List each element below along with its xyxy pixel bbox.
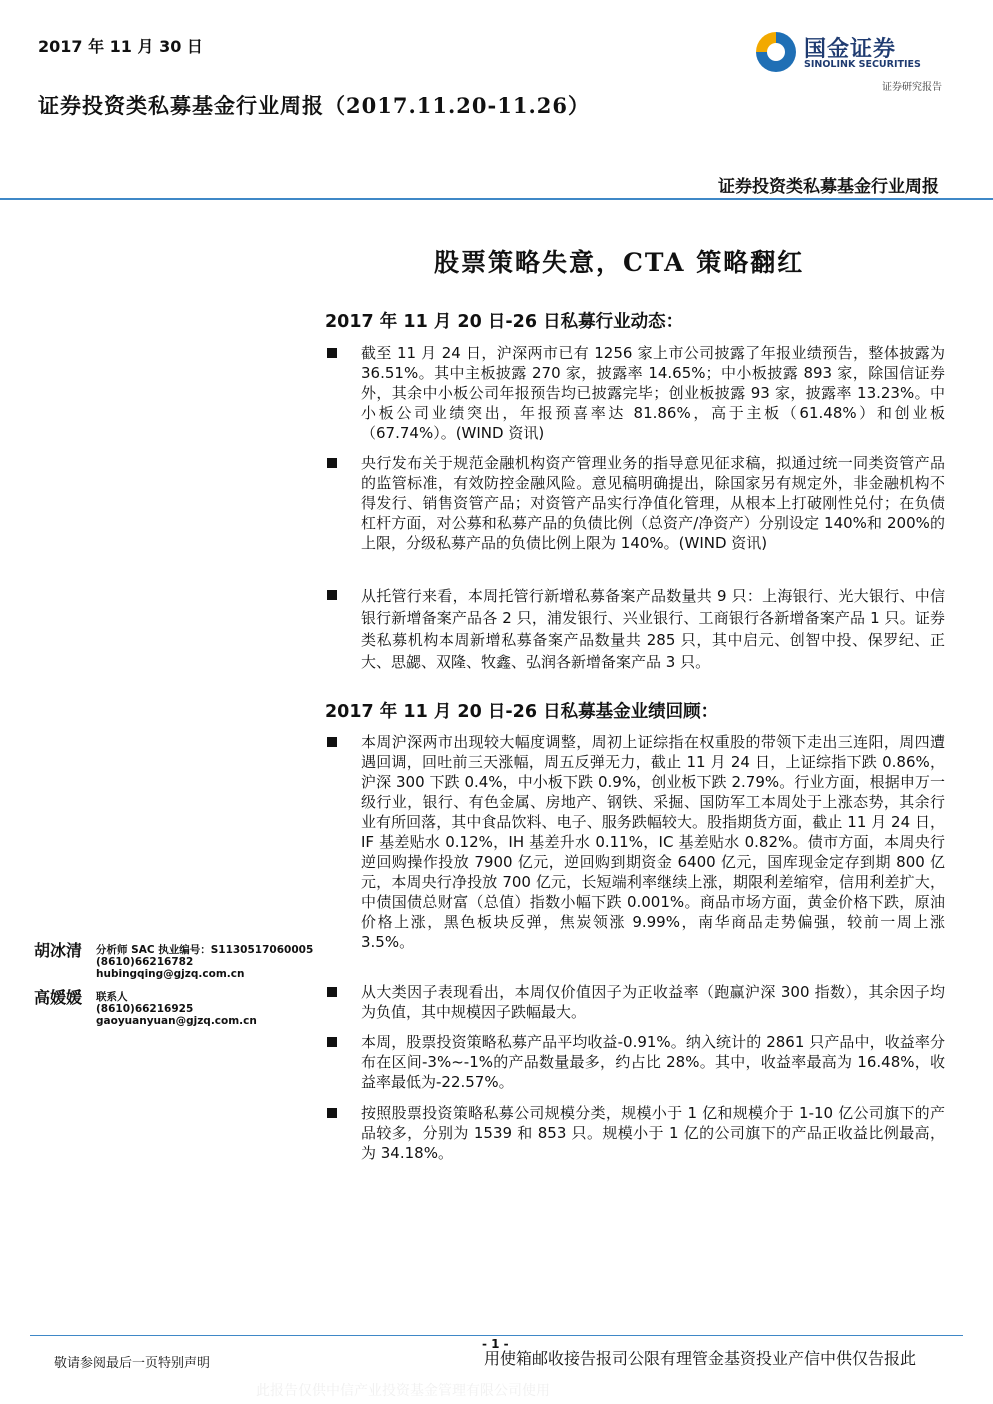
analyst-email[interactable]: gaoyuanyuan@gjzq.com.cn [96, 1015, 257, 1027]
list-item-text: 从托管行来看，本周托管行新增私募备案产品数量共 9 只：上海银行、光大银行、中信银行新增备案产品各 2 只，浦发银行、兴业银行、工商银行各新增备案产品 1 只。证券类私募机构本周新增私募备案产品数量共 285 只，其中启元、创智中投、保罗纪、正大、思勰、双隆、牧鑫、弘润各新增备案产品 3 只。 [361, 587, 945, 671]
analyst-info [96, 944, 313, 980]
footer-divider [30, 1335, 963, 1336]
logo-name-cn: 国金证券 [804, 37, 897, 62]
bullet-icon [327, 1037, 337, 1047]
company-logo [756, 32, 946, 93]
bullet-icon [327, 737, 337, 747]
headline: 股票策略失意，CTA 策略翻红 [434, 248, 805, 277]
list-item-text: 截至 11 月 24 日，沪深两市已有 1256 家上市公司披露了年报业绩预告，整体披露为 36.51%。其中主板披露 270 家，披露率 14.65%；中小板披露 893 家，除国信证券外，其余中小板公司年报预告均已披露完毕；创业板披露 93 家，披露率 13.23%。中小板公司业绩突出，年报预喜率达 81.86%，高于主板（61.48%）和创业板（67.74%）。(WIND 资讯) [361, 344, 945, 442]
analyst-phone: (8610)66216925 [96, 1003, 194, 1015]
analyst-name: 高媛媛 [34, 988, 83, 1007]
analyst-role: 分析师 SAC 执业编号：S1130517060005 [96, 944, 314, 956]
logo-name-en: SINOLINK SECURITIES [804, 59, 921, 70]
footer-disclaimer: 敬请参阅最后一页特别声明 [54, 1356, 211, 1371]
analyst-name: 胡冰清 [34, 941, 83, 960]
header-divider [0, 198, 993, 200]
analyst-info [96, 991, 257, 1027]
analyst-email[interactable]: hubingqing@gjzq.com.cn [96, 968, 245, 980]
logo-subtitle: 证券研究报告 [882, 82, 942, 93]
bullet-icon [327, 590, 337, 600]
bullet-icon [327, 458, 337, 468]
bullet-icon [327, 348, 337, 358]
page-number: - 1 - [482, 1337, 509, 1351]
analyst-phone: (8610)66216782 [96, 956, 194, 968]
bullet-icon [327, 1108, 337, 1118]
section-title: 2017 年 11 月 20 日-26 日私募基金业绩回顾： [325, 702, 719, 722]
report-category: 证券投资类私募基金行业周报 [718, 177, 939, 197]
list-item-text: 按照股票投资策略私募公司规模分类，规模小于 1 亿和规模介于 1-10 亿公司旗下的产品较多，分别为 1539 和 853 只。规模小于 1 亿的公司旗下的产品正收益比例最高，为 34.18%。 [361, 1104, 945, 1162]
list-item-text: 从大类因子表现看出，本周仅价值因子为正收益率（跑赢沪深 300 指数），其余因子均为负值，其中规模因子跌幅最大。 [361, 983, 945, 1021]
analyst-role: 联系人 [96, 991, 128, 1003]
logo-emblem-icon [756, 32, 796, 72]
report-title: 证券投资类私募基金行业周报（2017.11.20-11.26） [38, 93, 590, 118]
section-title: 2017 年 11 月 20 日-26 日私募行业动态： [325, 312, 684, 332]
watermark: 此报告仅供中信产业投资基金管理有限公司使用 [256, 1383, 550, 1399]
bullet-icon [327, 987, 337, 997]
list-item-text: 央行发布关于规范金融机构资产管理业务的指导意见征求稿，拟通过统一同类资管产品的监管标准，有效防控金融风险。意见稿明确提出，除国家另有规定外，非金融机构不得发行、销售资管产品；对资管产品实行净值化管理，从根本上打破刚性兑付；在负债杠杆方面，对公募和私募产品的负债比例（总资产/净资产）分别设定 140%和 200%的上限，分级私募产品的负债比例上限为 140%。(WIND 资讯) [361, 454, 945, 552]
list-item-text: 本周，股票投资策略私募产品平均收益-0.91%。纳入统计的 2861 只产品中，收益率分布在区间-3%~-1%的产品数量最多，约占比 28%。其中，收益率最高为 16.48%，收益率最低为-22.57%。 [361, 1033, 945, 1091]
report-date: 2017 年 11 月 30 日 [38, 37, 203, 56]
footer-notice: 用使箱邮收接告报司公限有理管金基资投业产信中供仅告报此 [484, 1349, 917, 1368]
list-item-text: 本周沪深两市出现较大幅度调整，周初上证综指在权重股的带领下走出三连阳，周四遭遇回调，回吐前三天涨幅，周五反弹无力，截止 11 月 24 日，上证综指下跌 0.86%，沪深 300 下跌 0.4%，中小板下跌 0.9%，创业板下跌 2.79%。行业方面，根据申万一级行业，银行、有色金属、房地产、钢铁、采掘、国防军工本周处于上涨态势，其余行业有所回落，其中食品饮料、电子、服务跌幅较大。股指期货方面，截止 11 月 24 日，IF 基差贴水 0.12%，IH 基差升水 0.11%，IC 基差贴水 0.82%。债市方面，本周央行逆回购操作投放 7900 亿元，逆回购到期资金 6400 亿元，国库现金定存到期 800 亿元，本周央行净投放 700 亿元，长短端利率继续上涨，期限利差缩窄，信用利差扩大，中债国债总财富（总值）指数小幅下跌 0.001%。商品市场方面，黄金价格下跌，原油价格上涨，黑色板块反弹，焦炭领涨 9.99%，南华商品走势偏强，较前一周上涨 3.5%。 [361, 733, 945, 951]
